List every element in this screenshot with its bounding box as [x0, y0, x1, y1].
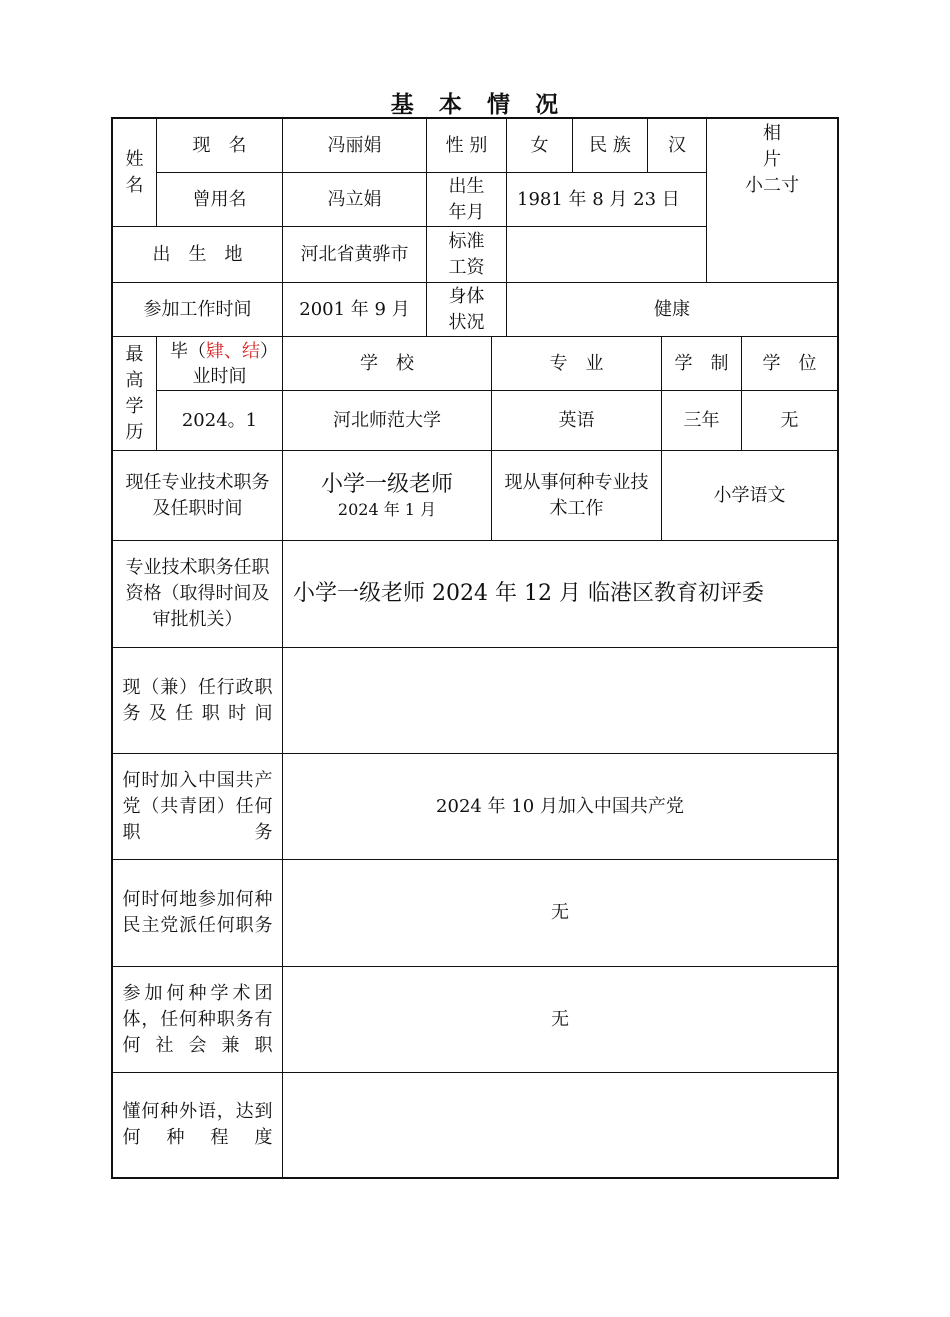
academic-group-label: 参加何种学术团体，任何种职务有何社会兼职	[113, 966, 282, 1072]
degree-value[interactable]: 无	[741, 390, 837, 450]
photo-placeholder: 相 片 小二寸	[706, 119, 837, 282]
ethnicity-label: 民 族	[572, 119, 647, 172]
school-label: 学 校	[282, 336, 491, 390]
birth-date-label: 出生年月	[426, 172, 506, 226]
work-start-value[interactable]: 2001 年 9 月	[282, 282, 426, 336]
foreign-language-label: 懂何种外语，达到何种程度	[113, 1072, 282, 1177]
page-title: 基 本 情 况	[390, 92, 560, 118]
democratic-party-value[interactable]: 无	[282, 859, 837, 966]
current-name-value[interactable]: 冯丽娟	[282, 119, 426, 172]
basic-info-form	[111, 117, 839, 1179]
school-value[interactable]: 河北师范大学	[282, 390, 491, 450]
health-label: 身体状况	[426, 282, 506, 336]
current-title-label: 现任专业技术职务及任职时间	[113, 450, 282, 540]
name-section-label: 姓名	[125, 148, 144, 196]
degree-label: 学 位	[741, 336, 837, 390]
admin-post-label: 现（兼）任行政职务及任职时间	[113, 647, 282, 753]
major-value[interactable]: 英语	[491, 390, 661, 450]
former-name-value[interactable]: 冯立娟	[282, 172, 426, 226]
qualification-label: 专业技术职务任职资格（取得时间及审批机关）	[113, 540, 282, 647]
current-work-value[interactable]: 小学语文	[661, 450, 837, 540]
salary-label: 标准工资	[426, 226, 506, 282]
current-name-label: 现 名	[156, 119, 282, 172]
foreign-language-value[interactable]	[282, 1072, 837, 1177]
gender-label: 性 别	[426, 119, 506, 172]
former-name-label: 曾用名	[156, 172, 282, 226]
current-work-label: 现从事何种专业技术工作	[491, 450, 661, 540]
current-title-value[interactable]: 小学一级老师 2024 年 1 月	[282, 450, 491, 540]
democratic-party-label: 何时何地参加何种民主党派任何职务	[113, 859, 282, 966]
admin-post-value[interactable]	[282, 647, 837, 753]
graduation-time-label: 毕（肄、结）业时间	[156, 336, 282, 390]
birthplace-label: 出 生 地	[113, 226, 282, 282]
academic-group-value[interactable]: 无	[282, 966, 837, 1072]
gender-value[interactable]: 女	[506, 119, 572, 172]
party-label: 何时加入中国共产党（共青团）任何职务	[113, 753, 282, 859]
birth-date-value[interactable]: 1981 年 8 月 23 日	[506, 172, 706, 226]
duration-label: 学 制	[661, 336, 741, 390]
work-start-label: 参加工作时间	[113, 282, 282, 336]
salary-value[interactable]	[506, 226, 706, 282]
duration-value[interactable]: 三年	[661, 390, 741, 450]
birthplace-value[interactable]: 河北省黄骅市	[282, 226, 426, 282]
education-section-label: 最高学历	[113, 336, 156, 450]
graduation-time-value[interactable]: 2024。1	[156, 390, 282, 450]
qualification-value[interactable]: 小学一级老师 2024 年 12 月 临港区教育初评委	[282, 540, 837, 647]
health-value[interactable]: 健康	[506, 282, 837, 336]
major-label: 专 业	[491, 336, 661, 390]
party-value[interactable]: 2024 年 10 月加入中国共产党	[282, 753, 837, 859]
ethnicity-value[interactable]: 汉	[647, 119, 706, 172]
